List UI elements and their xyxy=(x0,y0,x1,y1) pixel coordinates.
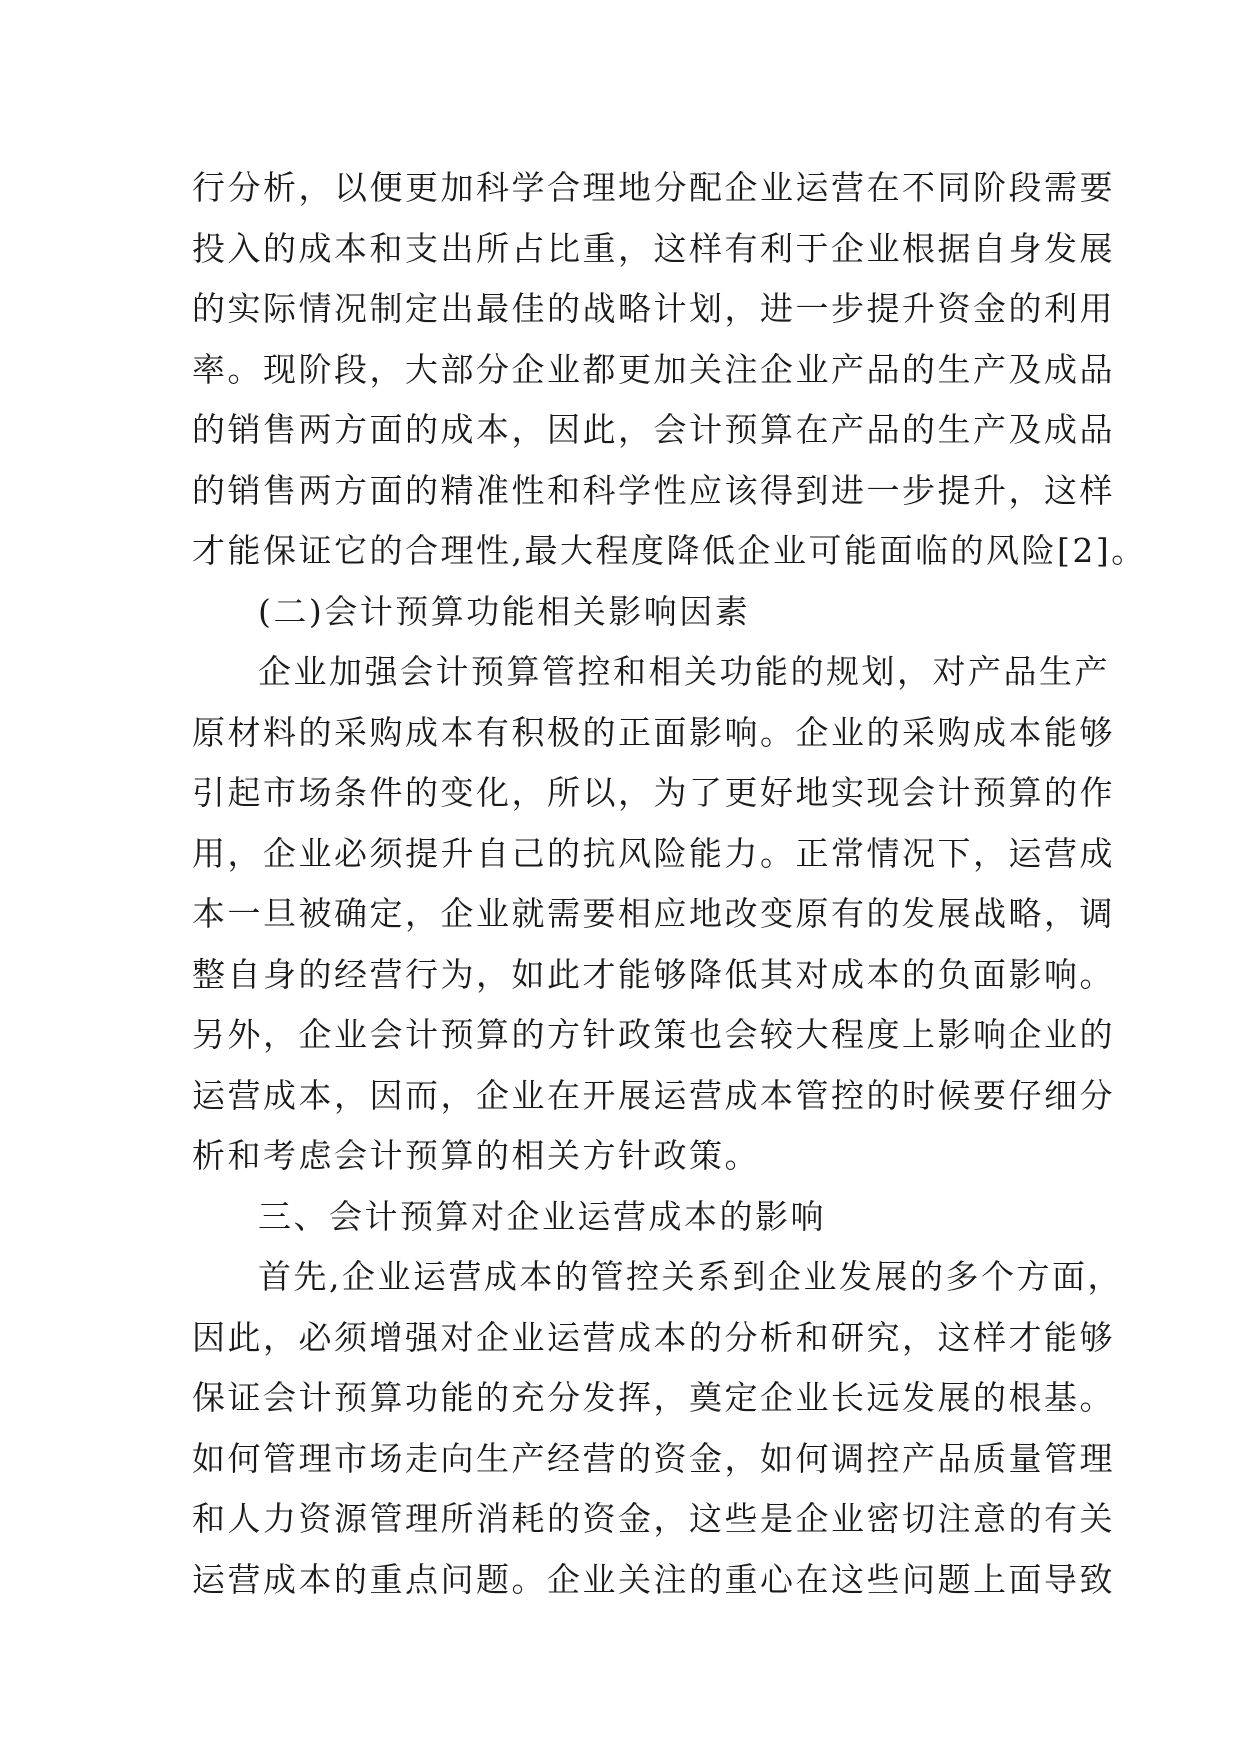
text-line: 另外，企业会计预算的方针政策也会较大程度上影响企业的 xyxy=(192,1015,1115,1054)
text-line: 才能保证它的合理性,最大程度降低企业可能面临的风险[2]。 xyxy=(192,531,1147,570)
text-line: 运营成本的重点问题。企业关注的重心在这些问题上面导致 xyxy=(192,1559,1115,1599)
text-line: 首先,企业运营成本的管控关系到企业发展的多个方面， xyxy=(258,1257,1123,1296)
text-line: 行分析，以便更加科学合理地分配企业运营在不同阶段需要 xyxy=(192,168,1115,207)
text-line: 和人力资源管理所消耗的资金，这些是企业密切注意的有关 xyxy=(192,1499,1115,1538)
text-line: 企业加强会计预算管控和相关功能的规划，对产品生产 xyxy=(258,652,1110,691)
text-line: (二)会计预算功能相关影响因素 xyxy=(258,591,751,631)
text-line: 三、会计预算对企业运营成本的影响 xyxy=(258,1196,826,1236)
text-line: 的销售两方面的成本，因此，会计预算在产品的生产及成品 xyxy=(192,410,1115,449)
text-line: 投入的成本和支出所占比重，这样有利于企业根据自身发展 xyxy=(192,228,1115,268)
text-line: 析和考虑会计预算的相关方针政策。 xyxy=(192,1136,760,1175)
text-line: 用，企业必须提升自己的抗风险能力。正常情况下，运营成 xyxy=(192,833,1115,873)
text-line: 的实际情况制定出最佳的战略计划，进一步提升资金的利用 xyxy=(192,289,1115,328)
text-line: 本一旦被确定，企业就需要相应地改变原有的发展战略，调 xyxy=(192,894,1115,933)
body-text xyxy=(192,158,1147,1610)
text-line: 的销售两方面的精准性和科学性应该得到进一步提升，这样 xyxy=(192,470,1115,510)
text-line: 运营成本，因而，企业在开展运营成本管控的时候要仔细分 xyxy=(192,1075,1115,1115)
text-line: 保证会计预算功能的充分发挥，奠定企业长远发展的根基。 xyxy=(192,1378,1115,1417)
text-line: 因此，必须增强对企业运营成本的分析和研究，这样才能够 xyxy=(192,1317,1115,1357)
text-line: 引起市场条件的变化，所以，为了更好地实现会计预算的作 xyxy=(192,773,1115,812)
text-line: 原材料的采购成本有积极的正面影响。企业的采购成本能够 xyxy=(192,712,1115,752)
text-line: 整自身的经营行为，如此才能够降低其对成本的负面影响。 xyxy=(192,954,1115,994)
text-line: 如何管理市场走向生产经营的资金，如何调控产品质量管理 xyxy=(192,1438,1115,1478)
text-line: 率。现阶段，大部分企业都更加关注企业产品的生产及成品 xyxy=(192,349,1115,389)
